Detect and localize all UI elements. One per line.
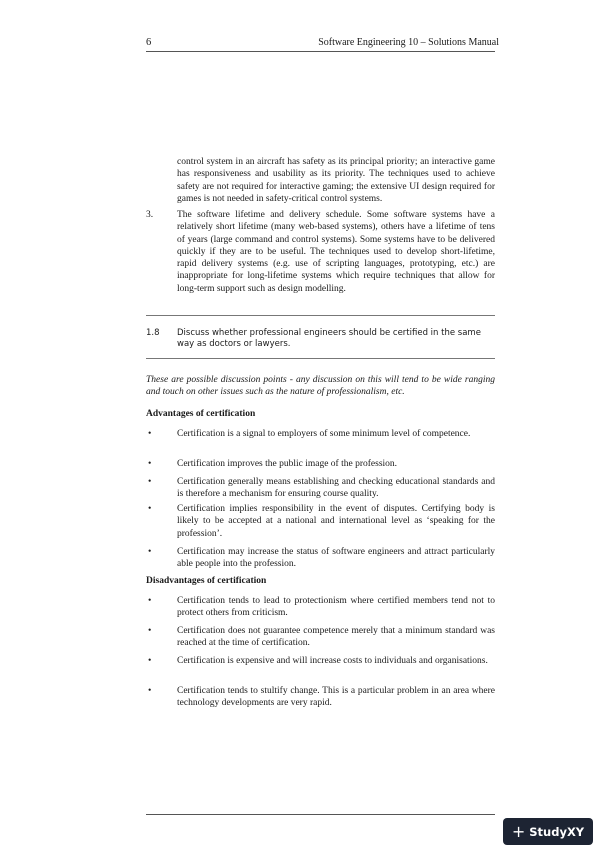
advantage-item-text: Certification implies responsibility in the event of disputes. Certifying body is likely to be accepted at a national and international level as ‘speaking for the profession’.	[177, 504, 495, 539]
disadvantage-item-text: Certification is expensive and will increase costs to individuals and organisations.	[177, 656, 488, 666]
bullet-icon: •	[148, 547, 152, 557]
page-number: 6	[146, 37, 152, 48]
discussion-intro: These are possible discussion points - any discussion on this will tend to be wide ranging and touch on other issues such as the nature of professionalism, etc.	[146, 375, 495, 398]
bullet-icon: •	[148, 459, 152, 469]
disadvantage-item	[146, 595, 495, 620]
bullet-icon: •	[148, 504, 152, 514]
advantage-item	[146, 428, 495, 440]
question-text: Discuss whether professional engineers should be certified in the same way as doctors or lawyers.	[177, 328, 481, 349]
disadvantages-heading: Disadvantages of certification	[146, 576, 267, 586]
bullet-icon: •	[148, 656, 152, 666]
advantage-item	[146, 546, 495, 571]
advantage-item-text: Certification may increase the status of software engineers and attract particularly able people into the profession.	[177, 547, 495, 570]
disadvantage-item	[146, 685, 495, 710]
plus-icon: +	[511, 822, 526, 841]
disadvantage-item-text: Certification tends to lead to protectionism where certified members tend not to protect others from criticism.	[177, 596, 495, 619]
advantage-item-text: Certification improves the public image of the profession.	[177, 459, 398, 469]
list-item-text: The software lifetime and delivery schedule. Some software systems have a relatively short lifetime (many web-based systems), others have a lifetime of tens of years (large command and control systems). Some systems have to be delivered quickly if they are to be useful. The techniques used to develop short-lifetime, rapid delivery systems (e.g. use of scripting languages, prototyping, etc.) are inappropriate for long-lifetime systems which require techniques that allow for long-term support such as design modelling.	[177, 210, 495, 294]
bullet-icon: •	[148, 429, 152, 439]
bullet-icon: •	[148, 626, 152, 636]
advantage-item-text: Certification is a signal to employers of some minimum level of competence.	[177, 429, 471, 439]
disadvantage-item-text: Certification does not guarantee competence merely that a minimum standard was reached at the time of certification.	[177, 626, 495, 649]
continued-item-text: control system in an aircraft has safety as its principal priority; an interactive game has responsiveness and usability as its priority. The techniques used to achieve safety are not required for interactive gaming; the extensive UI design required for games is not needed in safety-critical control systems.	[177, 157, 495, 204]
disadvantage-item	[146, 625, 495, 650]
bullet-icon: •	[148, 686, 152, 696]
list-item-3	[146, 209, 495, 295]
running-head: Software Engineering 10 – Solutions Manual	[318, 37, 499, 48]
question-top-rule	[146, 315, 495, 316]
advantage-item	[146, 503, 495, 540]
advantage-item-text: Certification generally means establishing and checking educational standards and is therefore a mechanism for ensuring course quality.	[177, 477, 495, 500]
bullet-icon: •	[148, 477, 152, 487]
footer-rule	[146, 814, 495, 815]
continued-list-item	[146, 156, 495, 205]
disadvantage-item-text: Certification tends to stultify change. This is a particular problem in an area where technology developments are very rapid.	[177, 686, 495, 709]
bullet-icon: •	[148, 596, 152, 606]
question-number: 1.8	[146, 328, 160, 338]
header-rule	[146, 51, 495, 52]
advantage-item	[146, 476, 495, 501]
disadvantage-item	[146, 655, 495, 667]
studyxy-logo[interactable]	[503, 818, 593, 845]
logo-text: StudyXY	[529, 824, 585, 839]
list-item-number: 3.	[146, 210, 154, 220]
advantage-item	[146, 458, 495, 470]
advantages-heading: Advantages of certification	[146, 409, 256, 419]
question-bottom-rule	[146, 358, 495, 359]
